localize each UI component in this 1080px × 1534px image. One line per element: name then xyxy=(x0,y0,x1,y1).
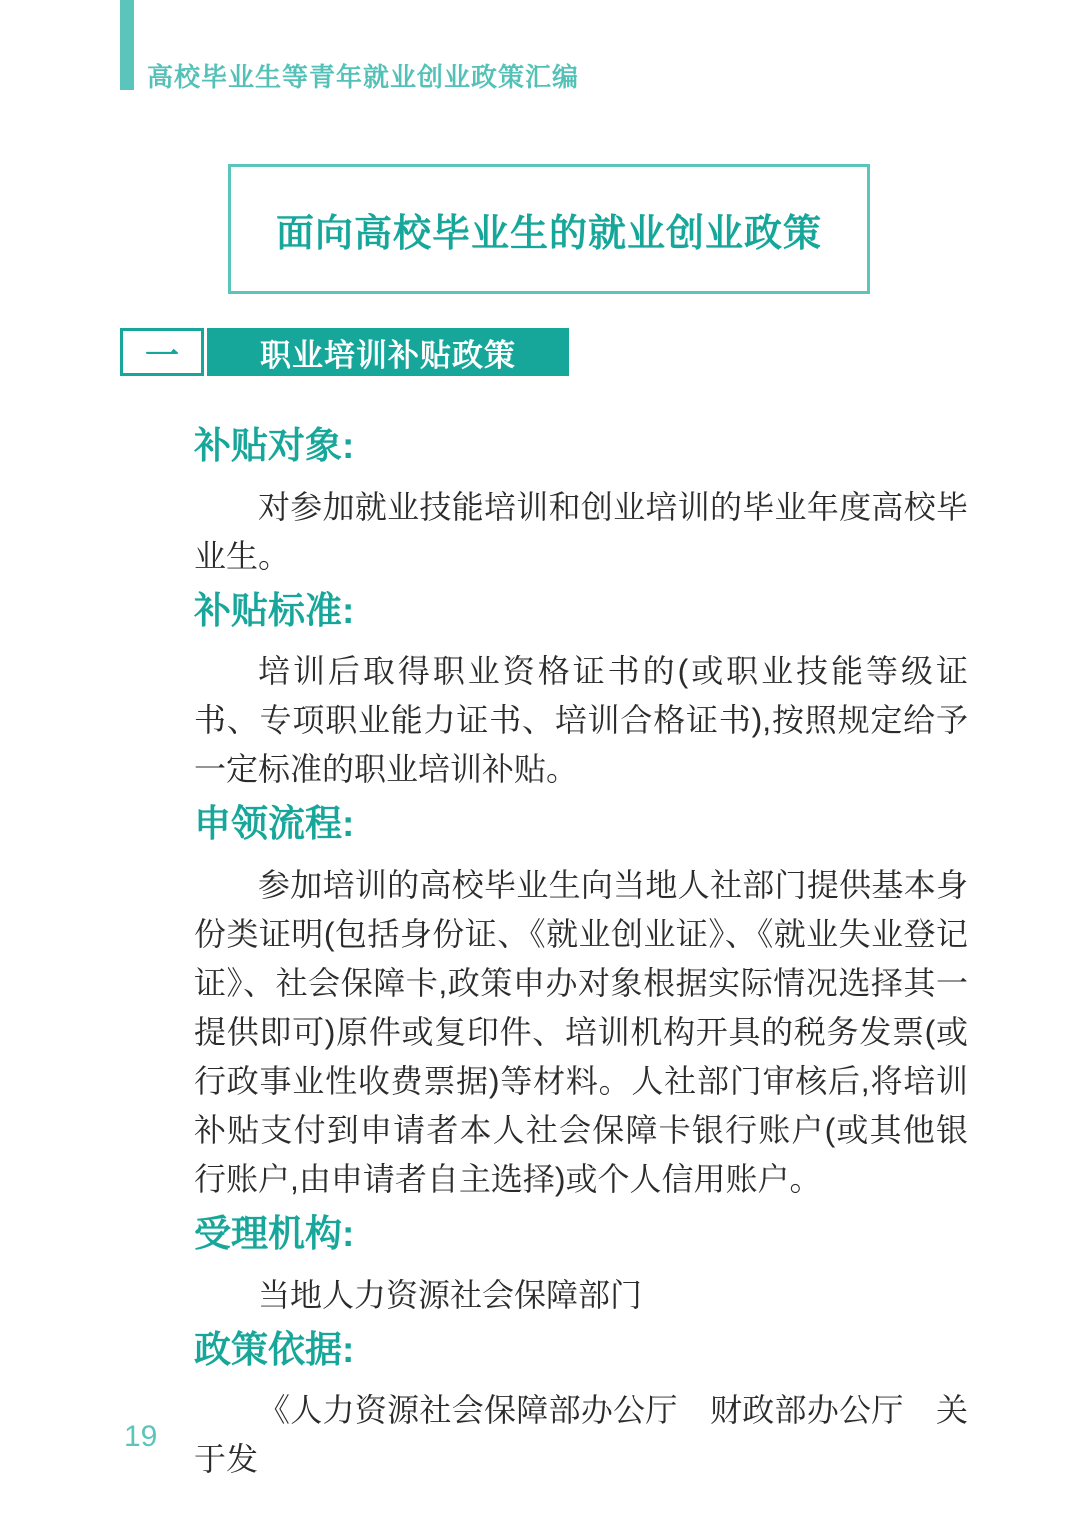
policy-block-policy-basis xyxy=(194,1330,968,1485)
block-heading: 政策依据: xyxy=(194,1328,355,1370)
policy-block-application-process xyxy=(194,804,968,1204)
block-body: 参加培训的高校毕业生向当地人社部门提供基本身份类证明(包括身份证、《就业创业证》、《就业失业登记证》、社会保障卡,政策申办对象根据实际情况选择其一提供即可)原件或复印件、培训机构开具的税务发票(或行政事业性收费票据)等材料。人社部门审核后,将培训补贴支付到申请者本人社会保障卡银行账户(或其他银行账户,由申请者自主选择)或个人信用账户。 xyxy=(194,867,968,1198)
chapter-title: 面向高校毕业生的就业创业政策 xyxy=(275,212,822,255)
block-heading: 补贴对象: xyxy=(194,425,355,466)
section-banner xyxy=(120,328,569,376)
book-title: 高校毕业生等青年就业创业政策汇编 xyxy=(147,62,580,92)
block-heading: 受理机构: xyxy=(194,1213,355,1255)
section-number-box xyxy=(120,328,204,376)
policy-block-subsidy-target xyxy=(194,426,968,581)
block-body: 培训后取得职业资格证书的(或职业技能等级证书、专项职业能力证书、培训合格证书),按照规定给予一定标准的职业培训补贴。 xyxy=(194,653,968,788)
section-number: 一 xyxy=(145,336,179,375)
section-title-bar xyxy=(207,328,569,376)
section-title: 职业培训补贴政策 xyxy=(260,337,516,373)
policy-block-subsidy-standard xyxy=(194,591,968,795)
content-column xyxy=(194,426,968,1484)
policy-block-accepting-agency xyxy=(194,1214,968,1320)
chapter-title-box xyxy=(228,164,870,294)
block-body: 对参加就业技能培训和创业培训的毕业年度高校毕业生。 xyxy=(194,488,968,574)
block-heading: 申领流程: xyxy=(194,803,355,845)
page-number: 19 xyxy=(124,1420,158,1453)
block-heading: 补贴标准: xyxy=(194,589,355,631)
header-accent-bar xyxy=(120,0,134,90)
block-body: 《人力资源社会保障部办公厅 财政部办公厅 关于发 xyxy=(194,1392,968,1478)
block-body: 当地人力资源社会保障部门 xyxy=(258,1276,643,1313)
